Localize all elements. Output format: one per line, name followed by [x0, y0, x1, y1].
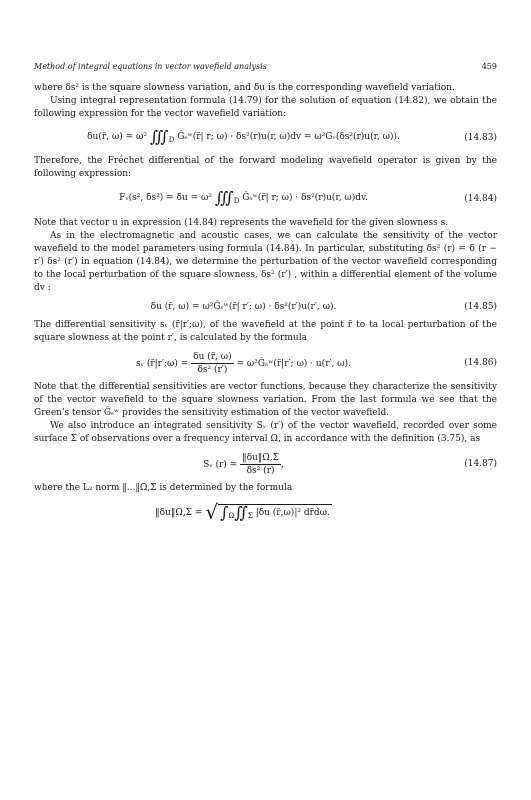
paragraph: Note that the differential sensitivities are vector functions, because they characterize the sensitivity of the vector wavefield to the square slowness variation. From the last formula we see that the Green's tensor Ĝₛʷ provides the sensitivity estimation of the vector wavefield. [34, 382, 497, 418]
equation-14-85 [34, 295, 497, 319]
equation-lhs: sᵥ (r̃|r′;ω) = [136, 358, 189, 369]
fraction-numerator: δu (r̃, ω) [193, 351, 232, 362]
equation-number: (14.83) [464, 132, 497, 143]
page-body [34, 82, 497, 531]
paragraph: As in the electromagnetic and acoustic cases, we can calculate the sensitivity of the vector wavefield to the model parameters using formula (14.84). In particular, substituting δs² (r) = δ (r − r′) δs² (r′) in equation (14.84), we determine the perturbation of the vector wavefield corresponding to the local perturbation of the square slowness, δs² (r′) , within a differential element of the volume dv : [34, 231, 497, 293]
equation-lhs: Fᵥ(s², δs²) = δu = ω² [119, 192, 212, 203]
triple-integral-sign: ∭ [149, 126, 169, 146]
paragraph: where the L₂ norm ‖...‖Ω,Σ is determined by the formula [34, 483, 293, 493]
equation-14-83 [34, 121, 497, 155]
paragraph: where δs² is the square slowness variation, and δu is the corresponding wavefield variation. [34, 83, 455, 93]
equation-norm [34, 495, 497, 531]
equation-rhs: = ω²Ĝₛʷ(r̃|r′; ω) · u(r′, ω). [236, 358, 351, 369]
paragraph: Using integral representation formula (14.79) for the solution of equation (14.82), we obtain the following expression for the vector wavefield variation: [34, 96, 497, 119]
paragraph: Note that vector u in expression (14.84) represents the wavefield for the given slowness s. [34, 218, 449, 228]
double-integral-sign: ∬ [234, 502, 248, 522]
paragraph: We also introduce an integrated sensitivity Sᵥ (r′) of the vector wavefield, recorded over some surface Σ of observations over a frequency interval Ω, in accordance with the definition (3.75), as [34, 421, 497, 444]
sigma-subscript: Σ [247, 511, 253, 520]
equation-rhs: Ĝₛʷ(r̃| r; ω) · δs²(r)u(r, ω)dv. [242, 192, 368, 203]
equation-number: (14.87) [464, 458, 497, 469]
triple-integral-sign: ∭ [214, 187, 234, 207]
equation-tail: , [281, 459, 284, 470]
omega-subscript: Ω [228, 511, 235, 520]
page-number: 459 [481, 62, 497, 71]
running-title: Method of integral equations in vector wavefield analysis [34, 62, 267, 71]
paragraph: The differential sensitivity sᵥ (r̃|r′;ω), of the wavefield at the point r̃ to ta local perturbation of the square slowness at the point r′, is calculated by the formula [34, 320, 497, 343]
domain-subscript: D [233, 196, 240, 205]
equation-14-84 [34, 181, 497, 217]
equation-body: δu (r̃, ω) = ω²Ĝₛʷ(r̃| r′; ω) · δs²(r′)u(r′, ω). [150, 301, 337, 312]
running-header [34, 62, 497, 71]
equation-rhs: Ĝₛʷ(r̃| r; ω) · δs²(r)u(r, ω)dv = ω²Gᵥ(δs²(r)u(r, ω)). [177, 131, 400, 142]
equation-number: (14.85) [464, 301, 497, 312]
equation-lhs: δu(r̃, ω) = ω² [87, 131, 147, 142]
equation-number: (14.86) [464, 357, 497, 368]
equation-14-87 [34, 446, 497, 482]
fraction-numerator: ‖δu‖Ω,Σ [242, 452, 279, 463]
fraction-denominator: δs² (r′) [197, 364, 228, 375]
equation-lhs: Sᵥ (r) = [203, 459, 238, 470]
integral-sign: ∫ [220, 502, 229, 522]
equation-number: (14.84) [464, 193, 497, 204]
square-root-radicand [218, 504, 332, 523]
equation-lhs: ‖δu‖Ω,Σ = [155, 507, 203, 518]
paragraph: Therefore, the Fréchet differential of the forward modeling wavefield operator is given by the following expression: [34, 156, 497, 179]
domain-subscript: D [168, 135, 175, 144]
square-root-sign: √ [205, 499, 219, 524]
fraction [191, 351, 233, 376]
equation-14-86 [34, 345, 497, 381]
integrand: |δu (r̃,ω)|² dr̃dω. [255, 507, 330, 518]
fraction [240, 452, 281, 477]
fraction-denominator: δs² (r) [246, 465, 275, 476]
